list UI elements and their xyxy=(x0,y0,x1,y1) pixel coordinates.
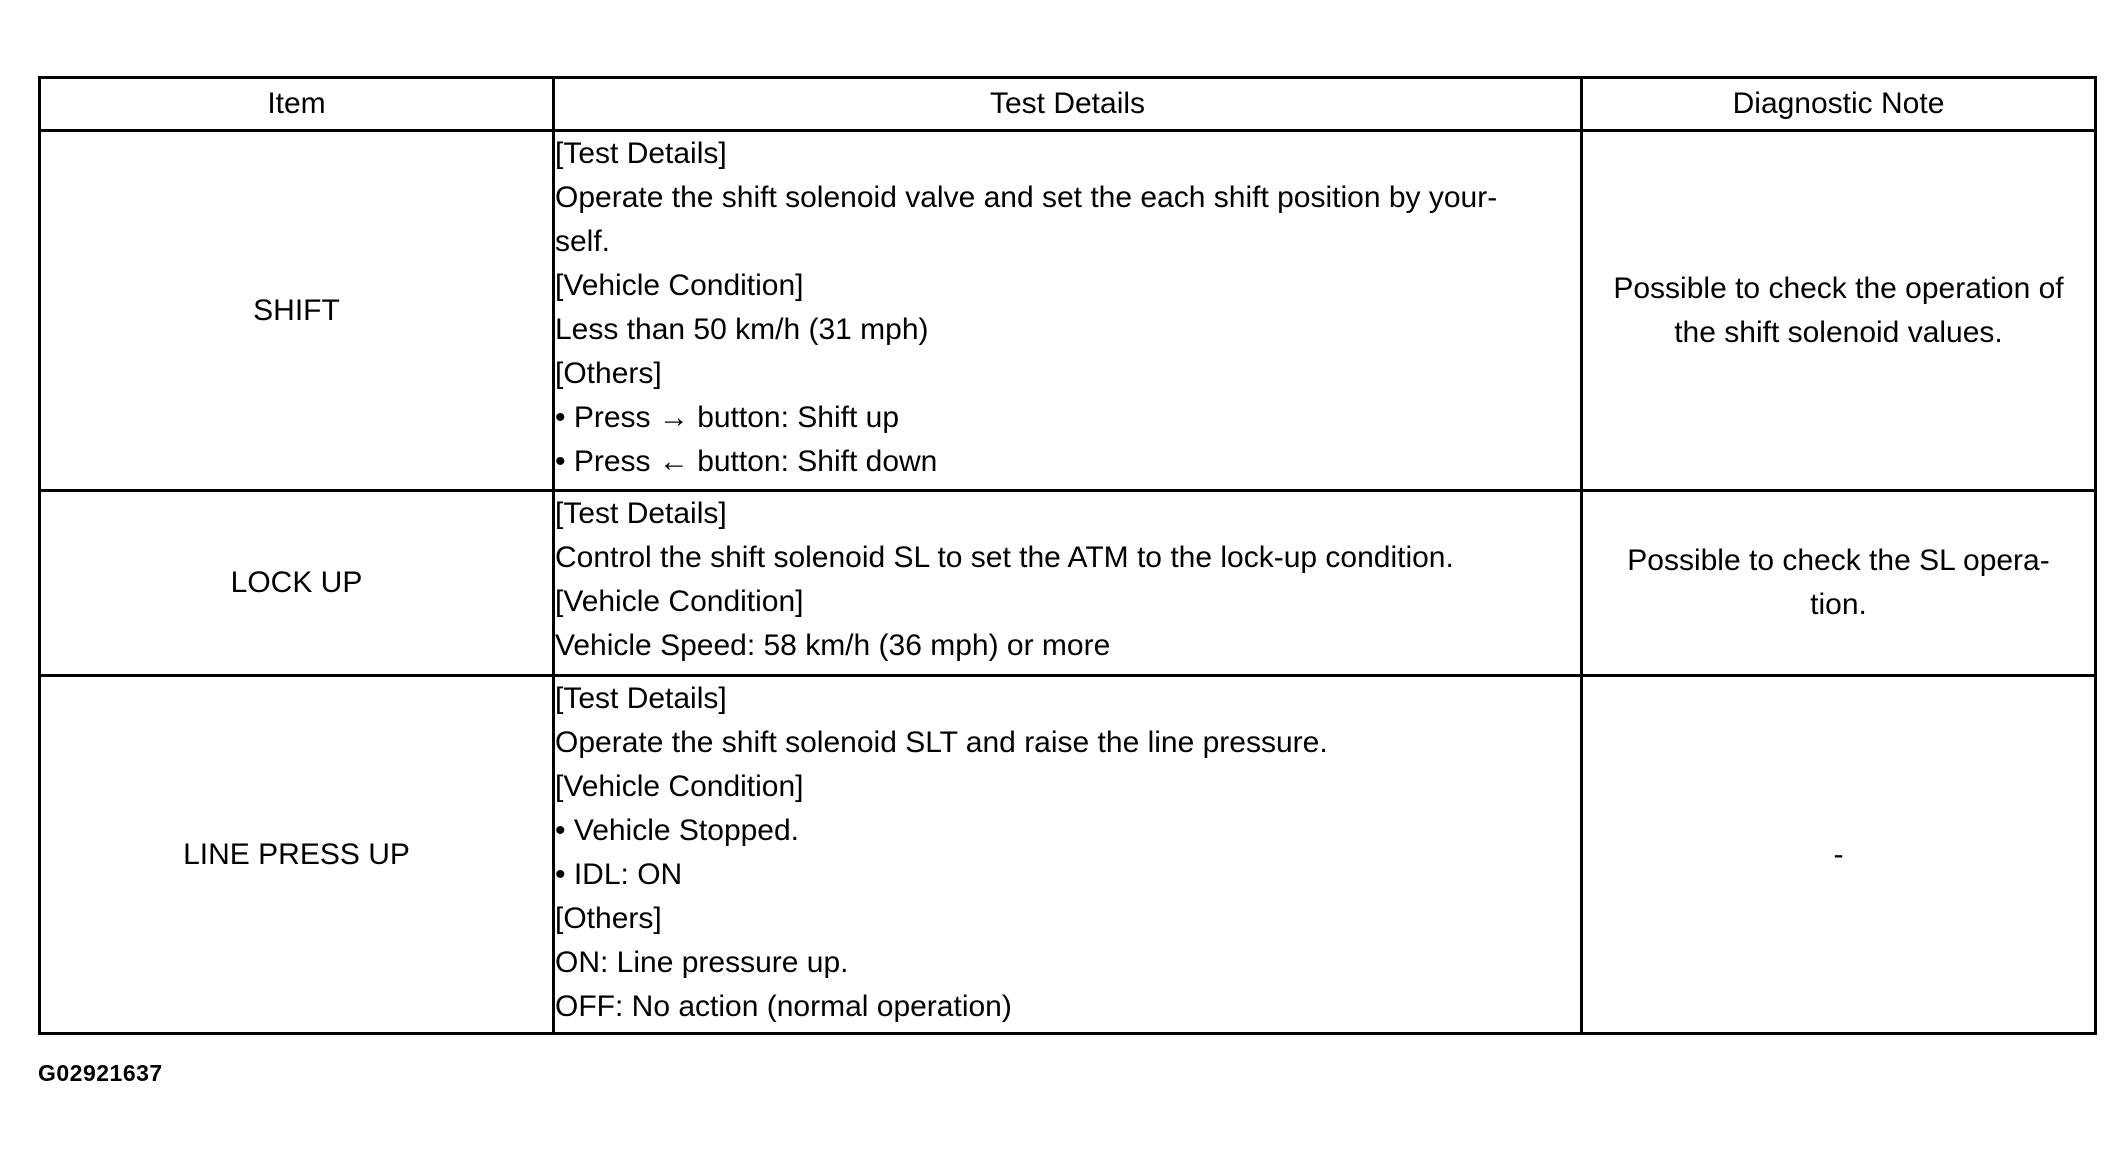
details-line: • Vehicle Stopped. xyxy=(555,814,800,847)
details-line: [Vehicle Condition] xyxy=(555,585,804,618)
item-cell: LOCK UP xyxy=(40,491,554,676)
header-item: Item xyxy=(40,78,554,131)
note-cell xyxy=(1582,131,2096,491)
details-line: self. xyxy=(555,225,611,258)
details-line: [Others] xyxy=(555,902,662,935)
details-line: • Press ← button: Shift down xyxy=(555,445,938,478)
note-line: Possible to check the operation of xyxy=(1613,271,2064,305)
details-line: Vehicle Speed: 58 km/h (36 mph) or more xyxy=(555,629,1111,662)
note-line: tion. xyxy=(1810,588,1867,621)
item-cell: LINE PRESS UP xyxy=(40,676,554,1034)
note-cell xyxy=(1582,491,2096,676)
details-line: ON: Line pressure up. xyxy=(555,946,849,979)
details-line: [Test Details] xyxy=(555,137,727,170)
active-test-table xyxy=(38,76,2097,1035)
item-cell: SHIFT xyxy=(40,131,554,491)
details-line: [Vehicle Condition] xyxy=(555,770,804,803)
note-line: - xyxy=(1833,837,1844,871)
details-line: Operate the shift solenoid valve and set the each shift position by your- xyxy=(555,181,1498,214)
figure-id: G02921637 xyxy=(38,1060,163,1086)
note-line: Possible to check the SL opera- xyxy=(1627,544,2050,577)
header-row xyxy=(40,78,2096,131)
details-line: Control the shift solenoid SL to set the ATM to the lock-up condition. xyxy=(555,541,1454,574)
details-line: [Test Details] xyxy=(555,497,727,530)
details-cell xyxy=(554,131,1582,491)
details-line: • IDL: ON xyxy=(555,858,683,891)
diagnostic-table-container xyxy=(38,76,2094,1035)
details-line: Operate the shift solenoid SLT and raise the line pressure. xyxy=(555,726,1328,759)
header-test-details: Test Details xyxy=(554,78,1582,131)
details-line: Less than 50 km/h (31 mph) xyxy=(555,313,929,346)
table-row-line-press-up xyxy=(40,676,2096,1034)
note-cell xyxy=(1582,676,2096,1034)
details-line: [Test Details] xyxy=(555,682,727,715)
details-cell xyxy=(554,491,1582,676)
details-cell xyxy=(554,676,1582,1034)
details-line: [Vehicle Condition] xyxy=(555,269,804,302)
details-line: • Press → button: Shift up xyxy=(555,401,900,434)
details-line: OFF: No action (normal operation) xyxy=(555,990,1012,1023)
note-line: the shift solenoid values. xyxy=(1674,315,2003,349)
table-row-shift xyxy=(40,131,2096,491)
table-row-lock-up xyxy=(40,491,2096,676)
header-diagnostic-note: Diagnostic Note xyxy=(1582,78,2096,131)
details-line: [Others] xyxy=(555,357,662,390)
